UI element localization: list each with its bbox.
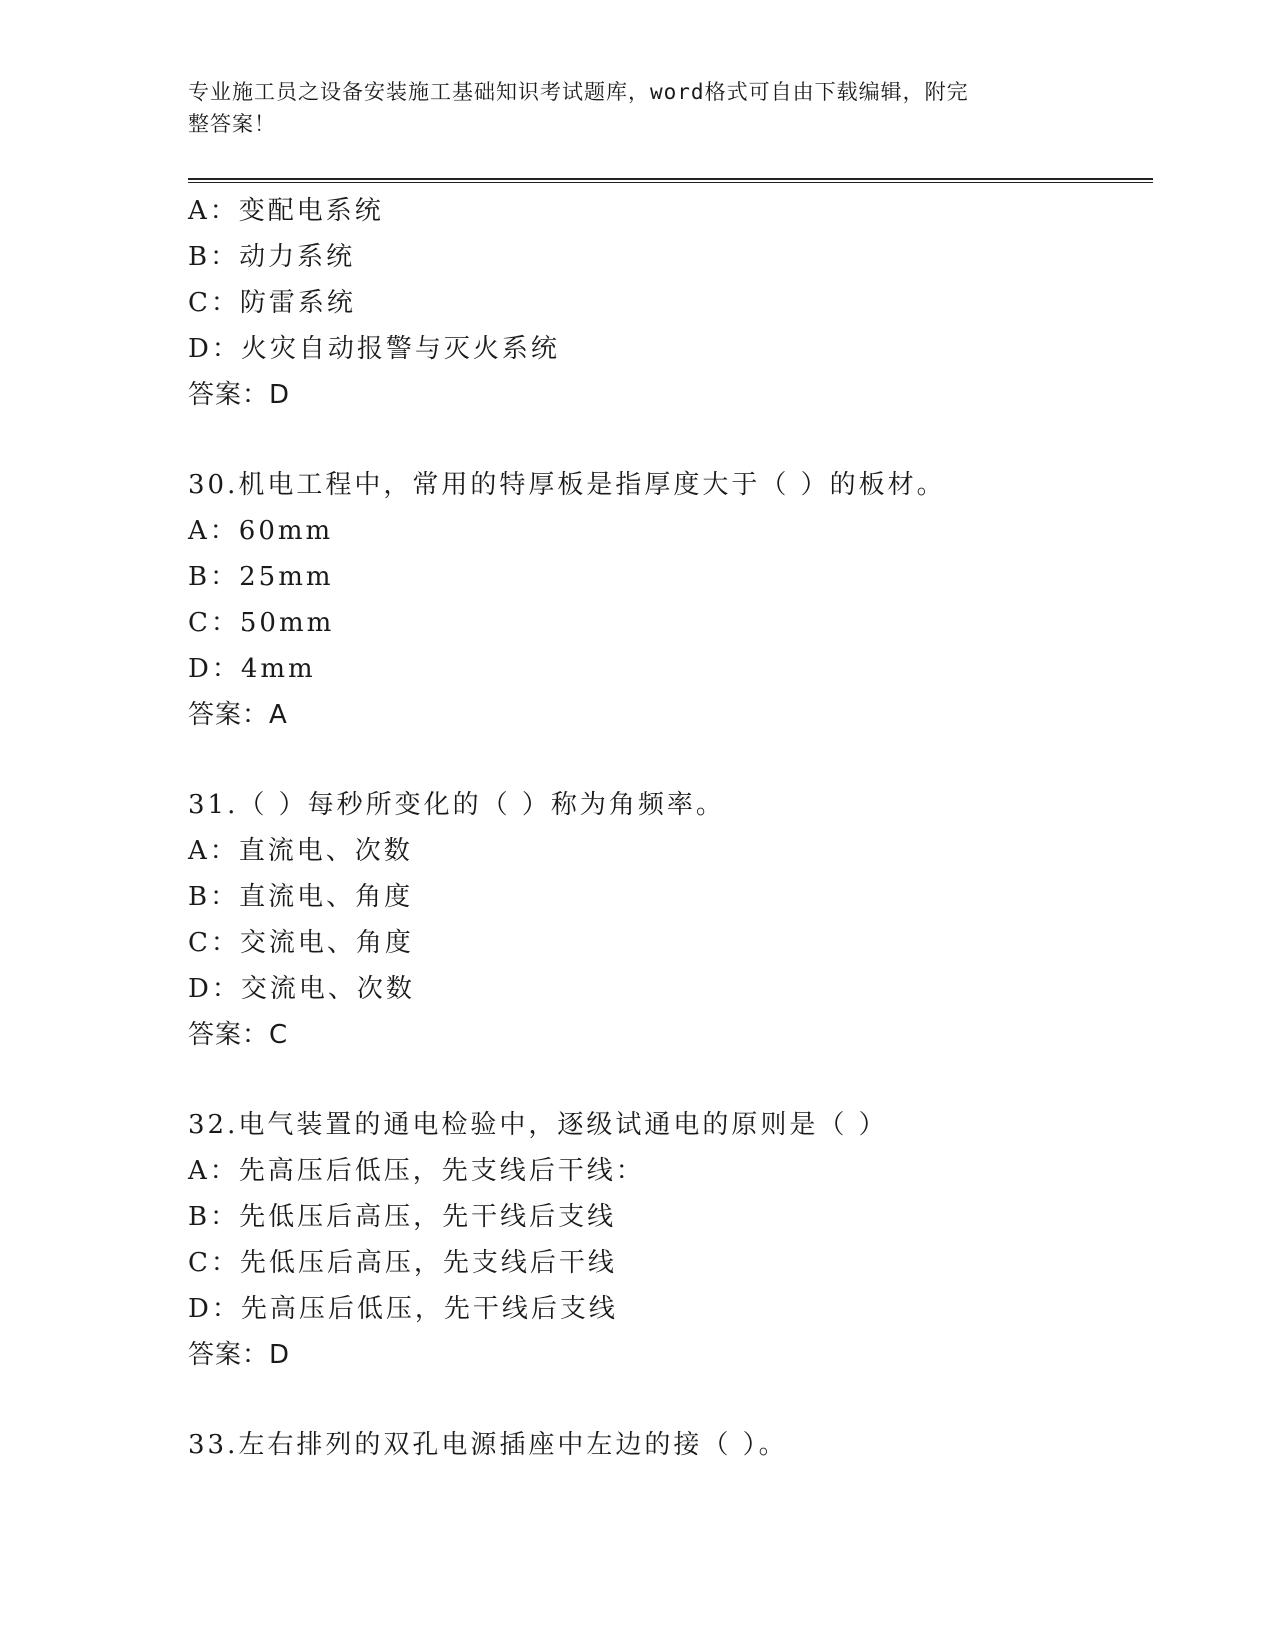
- header-line-1: 专业施工员之设备安装施工基础知识考试题库，word格式可自由下载编辑，附完: [188, 80, 969, 104]
- option-b: B：直流电、角度: [188, 882, 414, 912]
- option-a: A：先高压后低压，先支线后干线：: [188, 1156, 645, 1186]
- question-list: [188, 188, 1153, 1468]
- option-d: D：4mm: [188, 654, 316, 684]
- option-b: B：动力系统: [188, 242, 356, 272]
- question-text: 30.机电工程中，常用的特厚板是指厚度大于（ ）的板材。: [188, 470, 946, 500]
- option-c: C：先低压后高压，先支线后干线: [188, 1248, 617, 1278]
- question-29-block: [188, 188, 1153, 418]
- answer-line: 答案：D: [188, 380, 291, 410]
- answer-line: 答案：D: [188, 1340, 291, 1370]
- option-a: A：变配电系统: [188, 196, 384, 226]
- spacer: [188, 418, 1153, 462]
- answer-line: 答案：A: [188, 700, 288, 730]
- spacer: [188, 1058, 1153, 1102]
- option-c: C：交流电、角度: [188, 928, 414, 958]
- question-30-block: [188, 462, 1153, 738]
- option-c: C：防雷系统: [188, 288, 356, 318]
- spacer: [188, 738, 1153, 782]
- question-text: 31.（ ）每秒所变化的（ ）称为角频率。: [188, 790, 725, 820]
- question-32-block: [188, 1102, 1153, 1378]
- option-b: B：25mm: [188, 562, 334, 592]
- option-d: D：先高压后低压，先干线后支线: [188, 1294, 618, 1324]
- option-c: C：50mm: [188, 608, 335, 638]
- answer-line: 答案：C: [188, 1020, 289, 1050]
- option-a: A：60mm: [188, 516, 334, 546]
- header-line-2: 整答案！: [188, 112, 276, 136]
- header-divider-thin: [188, 182, 1153, 183]
- option-d: D：火灾自动报警与灭火系统: [188, 334, 560, 364]
- spacer: [188, 1378, 1153, 1422]
- question-text: 33.左右排列的双孔电源插座中左边的接（ ）。: [188, 1430, 788, 1460]
- document-header: [188, 76, 1068, 140]
- option-a: A：直流电、次数: [188, 836, 413, 866]
- option-b: B：先低压后高压，先干线后支线: [188, 1202, 617, 1232]
- question-33-block: [188, 1422, 1153, 1468]
- question-31-block: [188, 782, 1153, 1058]
- option-d: D：交流电、次数: [188, 974, 415, 1004]
- question-text: 32.电气装置的通电检验中，逐级试通电的原则是（ ）: [188, 1110, 888, 1140]
- header-divider-thick: [188, 178, 1153, 180]
